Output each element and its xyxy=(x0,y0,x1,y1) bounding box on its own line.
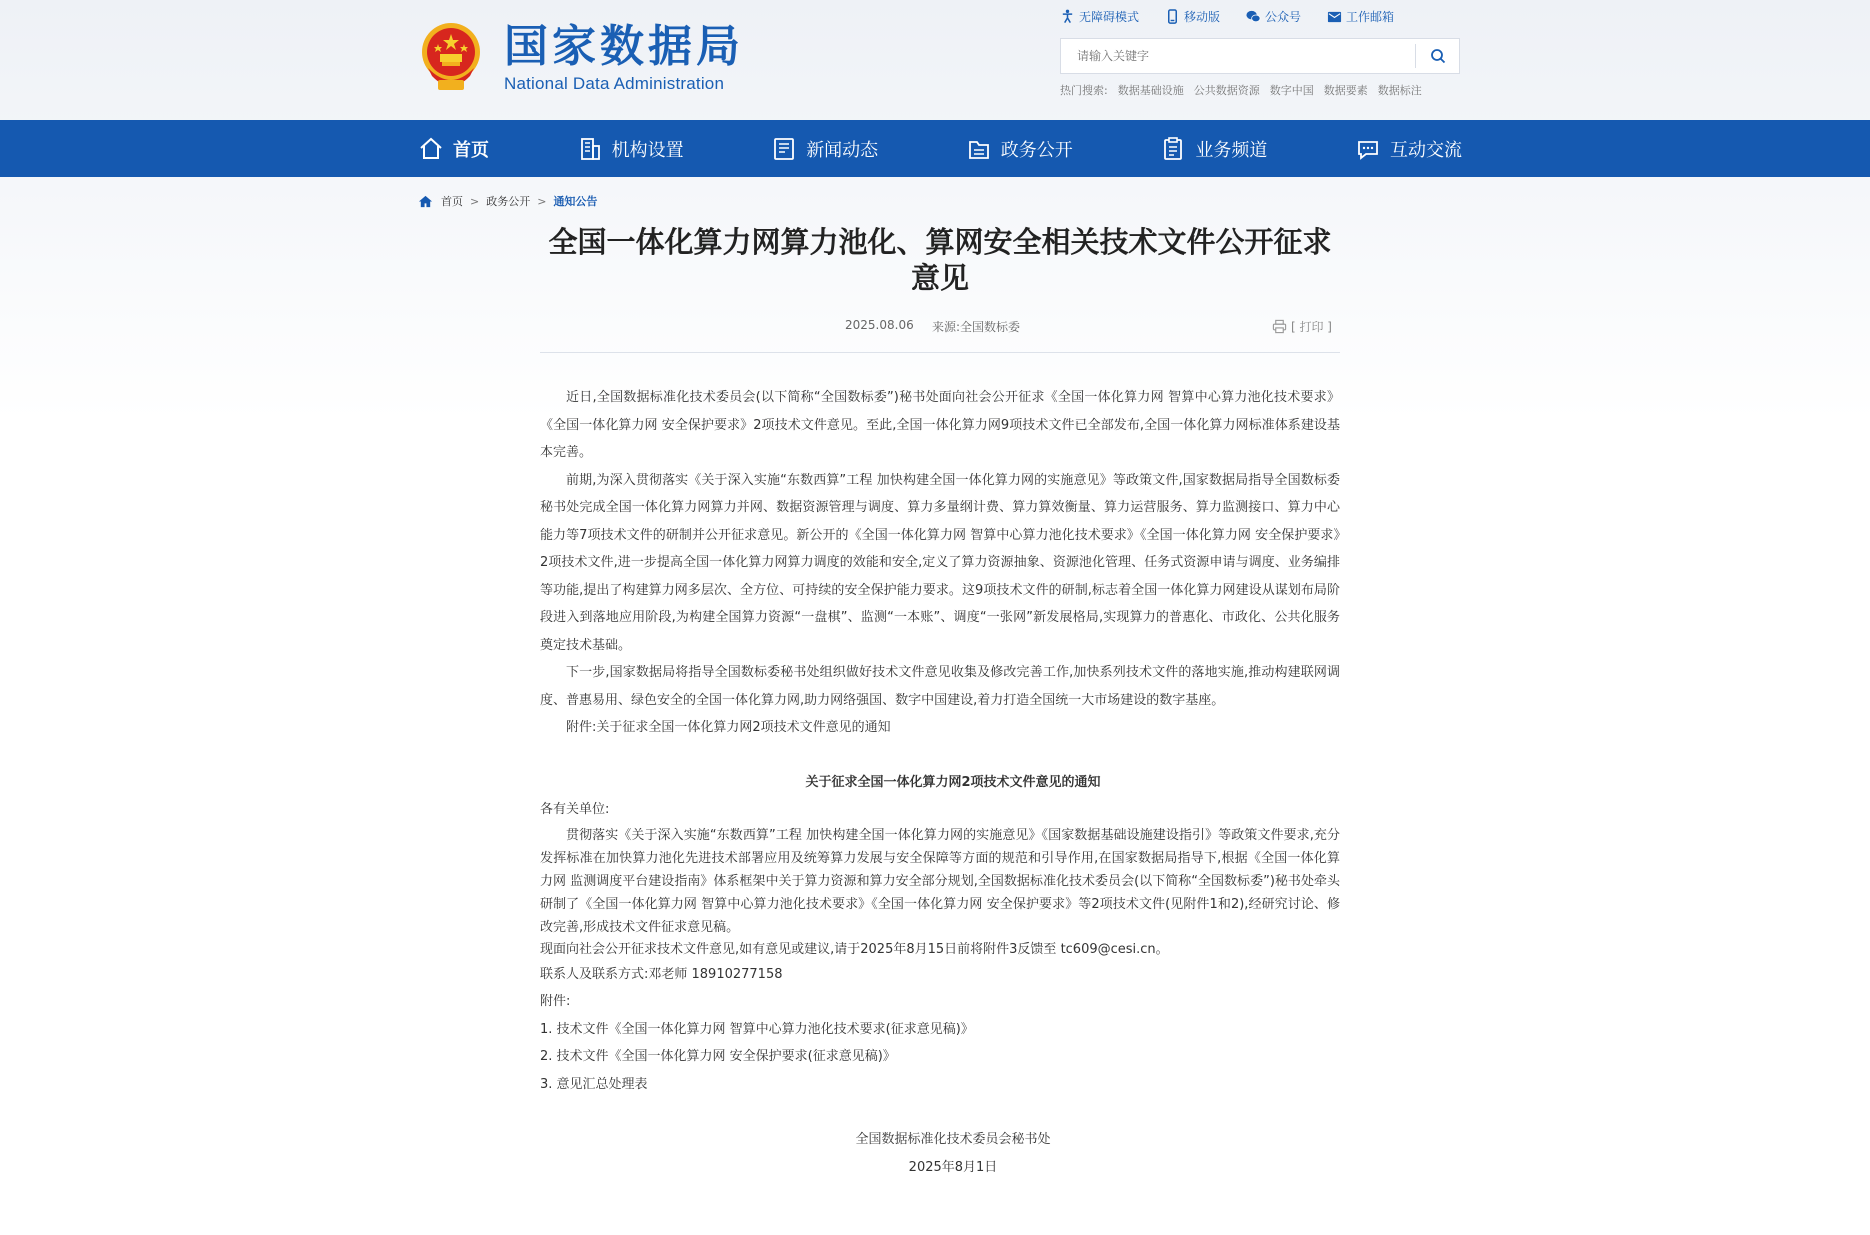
article-meta xyxy=(540,306,1340,352)
wechat-account-link[interactable] xyxy=(1246,8,1301,25)
notice-salutation: 各有关单位: xyxy=(540,802,610,817)
notice-contact: 联系人及联系方式:邓老师 18910277158 xyxy=(540,966,783,982)
mailbox-icon xyxy=(1327,9,1342,24)
logo-english-name: National Data Administration xyxy=(504,74,725,93)
nav-item-news[interactable] xyxy=(771,136,878,162)
breadcrumb-separator: > xyxy=(537,194,547,208)
breadcrumb xyxy=(418,193,597,209)
notice-sign-date: 2025年8月1日 xyxy=(908,1159,998,1175)
article-title: 全国一体化算力网算力池化、算网安全相关技术文件公开征求意见 xyxy=(548,225,1332,295)
attachment-item[interactable]: 2. 技术文件《全国一体化算力网 安全保护要求(征求意见稿)》 xyxy=(540,1049,896,1064)
nav-item-home[interactable] xyxy=(418,136,489,162)
breadcrumb-separator: > xyxy=(470,194,480,208)
breadcrumb-current[interactable]: 通知公告 xyxy=(553,195,598,208)
search-icon xyxy=(1430,48,1446,64)
mobile-version-label: 移动版 xyxy=(1184,10,1221,24)
work-mailbox-link[interactable] xyxy=(1327,8,1394,25)
attachment-link[interactable]: 附件:关于征求全国一体化算力网2项技术文件意见的通知 xyxy=(566,720,891,735)
printer-icon xyxy=(1272,319,1287,334)
nav-item-label: 业务频道 xyxy=(1195,139,1268,161)
article-source: 来源:全国数标委 xyxy=(932,320,1021,334)
notice-signature: 全国数据标准化技术委员会秘书处 xyxy=(855,1132,1051,1147)
print-button[interactable] xyxy=(1272,318,1332,335)
main-navigation xyxy=(0,120,1870,177)
site-logo[interactable] xyxy=(418,22,744,94)
hot-search-term[interactable]: 数据标注 xyxy=(1377,84,1422,97)
nav-item-label: 互动交流 xyxy=(1389,139,1462,161)
breadcrumb-home[interactable]: 首页 xyxy=(441,195,463,208)
article-paragraph: 前期,为深入贯彻落实《关于深入实施“东数西算”工程 加快构建全国一体化算力网的实施意见》等政策文件,国家数据局指导全国数标委秘书处完成全国一体化算力网算力并网、数据资源管理与调度、算力多量纲计费、算力算效衡量、算力运营服务、算力监测接口、算力中心能力等7项技术文件的研制并公开征求意见。新公开的《全国一体化算力网 智算中心算力池化技术要求》《全国一体化算力网 安全保护要求》2项技术文件,进一步提高全国一体化算力网算力调度的效能和安全,定义了算力资源抽象、资源池化管理、任务式资源申请与调度、业务编排等功能,提出了构建算力网多层次、全方位、可持续的安全保护能力要求。这9项技术文件的研制,标志着全国一体化算力网建设从谋划布局阶段进入到落地应用阶段,为构建全国算力资源“一盘棋”、监测“一本账”、调度“一张网”新发展格局,实现算力的普惠化、市政化、公共化服务奠定技术基础。 xyxy=(540,472,1340,653)
home-icon xyxy=(418,194,433,209)
article xyxy=(540,220,1340,1181)
search-button[interactable] xyxy=(1415,44,1459,68)
wechat-icon xyxy=(1246,9,1261,24)
attachment-item[interactable]: 3. 意见汇总处理表 xyxy=(540,1076,648,1092)
wechat-account-label: 公众号 xyxy=(1265,10,1302,24)
chat-icon xyxy=(1355,136,1381,162)
notice-paragraph: 贯彻落实《关于深入实施“东数西算”工程 加快构建全国一体化算力网的实施意见》《国家数据基础设施建设指引》等政策文件要求,充分发挥标准在加快算力池化先进技术部署应用及统筹算力发展与安全保障等方面的规范和引导作用,在国家数据局指导下,根据《全国一体化算力网 监测调度平台建设指南》体系框架中关于算力资源和算力安全部分规划,全国数据标准化技术委员会(以下简称“全国数标委”)秘书处牵头研制了《全国一体化算力网 智算中心算力池化技术要求》《全国一体化算力网 安全保护要求》等2项技术文件(见附件1和2),经研究讨论、修改完善,形成技术文件征求意见稿。 xyxy=(540,827,1340,935)
hot-search-term[interactable]: 公共数据资源 xyxy=(1193,84,1260,97)
national-emblem-icon xyxy=(418,22,484,94)
article-body xyxy=(540,384,1340,1181)
print-label: [ 打印 ] xyxy=(1291,320,1332,334)
mobile-version-link[interactable] xyxy=(1165,8,1220,25)
nav-item-business-channel[interactable] xyxy=(1160,136,1267,162)
notice-request: 现面向社会公开征求技术文件意见,如有意见或建议,请于2025年8月15日前将附件3反馈至 tc609@cesi.cn。 xyxy=(540,941,1169,957)
breadcrumb-government-affairs[interactable]: 政务公开 xyxy=(486,195,531,208)
nav-item-organization[interactable] xyxy=(577,136,684,162)
accessibility-mode-label: 无障碍模式 xyxy=(1079,10,1140,24)
nav-item-label: 新闻动态 xyxy=(806,139,879,161)
search-bar xyxy=(1060,38,1460,74)
accessibility-mode-link[interactable] xyxy=(1060,8,1139,25)
attachment-item[interactable]: 1. 技术文件《全国一体化算力网 智算中心算力池化技术要求(征求意见稿)》 xyxy=(540,1021,974,1037)
top-links xyxy=(1060,8,1420,25)
home-icon xyxy=(418,136,444,162)
work-mailbox-label: 工作邮箱 xyxy=(1346,10,1395,24)
hot-search-term[interactable]: 数据要素 xyxy=(1323,84,1368,97)
nav-item-label: 机构设置 xyxy=(611,139,684,161)
folder-icon xyxy=(966,136,992,162)
building-icon xyxy=(577,136,603,162)
search-input[interactable] xyxy=(1061,39,1415,73)
nav-item-label: 首页 xyxy=(453,139,489,161)
article-date: 2025.08.06 xyxy=(845,318,914,332)
notice-title: 关于征求全国一体化算力网2项技术文件意见的通知 xyxy=(805,774,1101,790)
article-paragraph: 近日,全国数据标准化技术委员会(以下简称“全国数标委”)秘书处面向社会公开征求《全国一体化算力网 智算中心算力池化技术要求》《全国一体化算力网 安全保护要求》2项技术文件意见。至此,全国一体化算力网9项技术文件已全部发布,全国一体化算力网标准体系建设基本完善。 xyxy=(540,390,1340,460)
hot-search-term[interactable]: 数字中国 xyxy=(1269,84,1314,97)
nav-item-label: 政务公开 xyxy=(1000,139,1073,161)
news-icon xyxy=(771,136,797,162)
article-paragraph: 下一步,国家数据局将指导全国数标委秘书处组织做好技术文件意见收集及修改完善工作,加快系列技术文件的落地实施,推动构建联网调度、普惠易用、绿色安全的全国一体化算力网,助力网络强国、数字中国建设,着力打造全国统一大市场建设的数字基座。 xyxy=(540,665,1340,708)
site-header xyxy=(0,0,1870,120)
nav-item-interaction[interactable] xyxy=(1355,136,1462,162)
logo-chinese-name: 国家数据局 xyxy=(504,21,744,72)
title-divider xyxy=(540,352,1340,353)
nav-item-government-affairs[interactable] xyxy=(966,136,1073,162)
accessibility-icon xyxy=(1060,9,1075,24)
mobile-icon xyxy=(1165,9,1180,24)
hot-search-term[interactable]: 数据基础设施 xyxy=(1117,84,1184,97)
notice-attachment-label: 附件: xyxy=(540,994,571,1009)
clipboard-icon xyxy=(1160,136,1186,162)
hot-searches xyxy=(1060,82,1432,98)
hot-search-label: 热门搜索: xyxy=(1060,84,1108,97)
